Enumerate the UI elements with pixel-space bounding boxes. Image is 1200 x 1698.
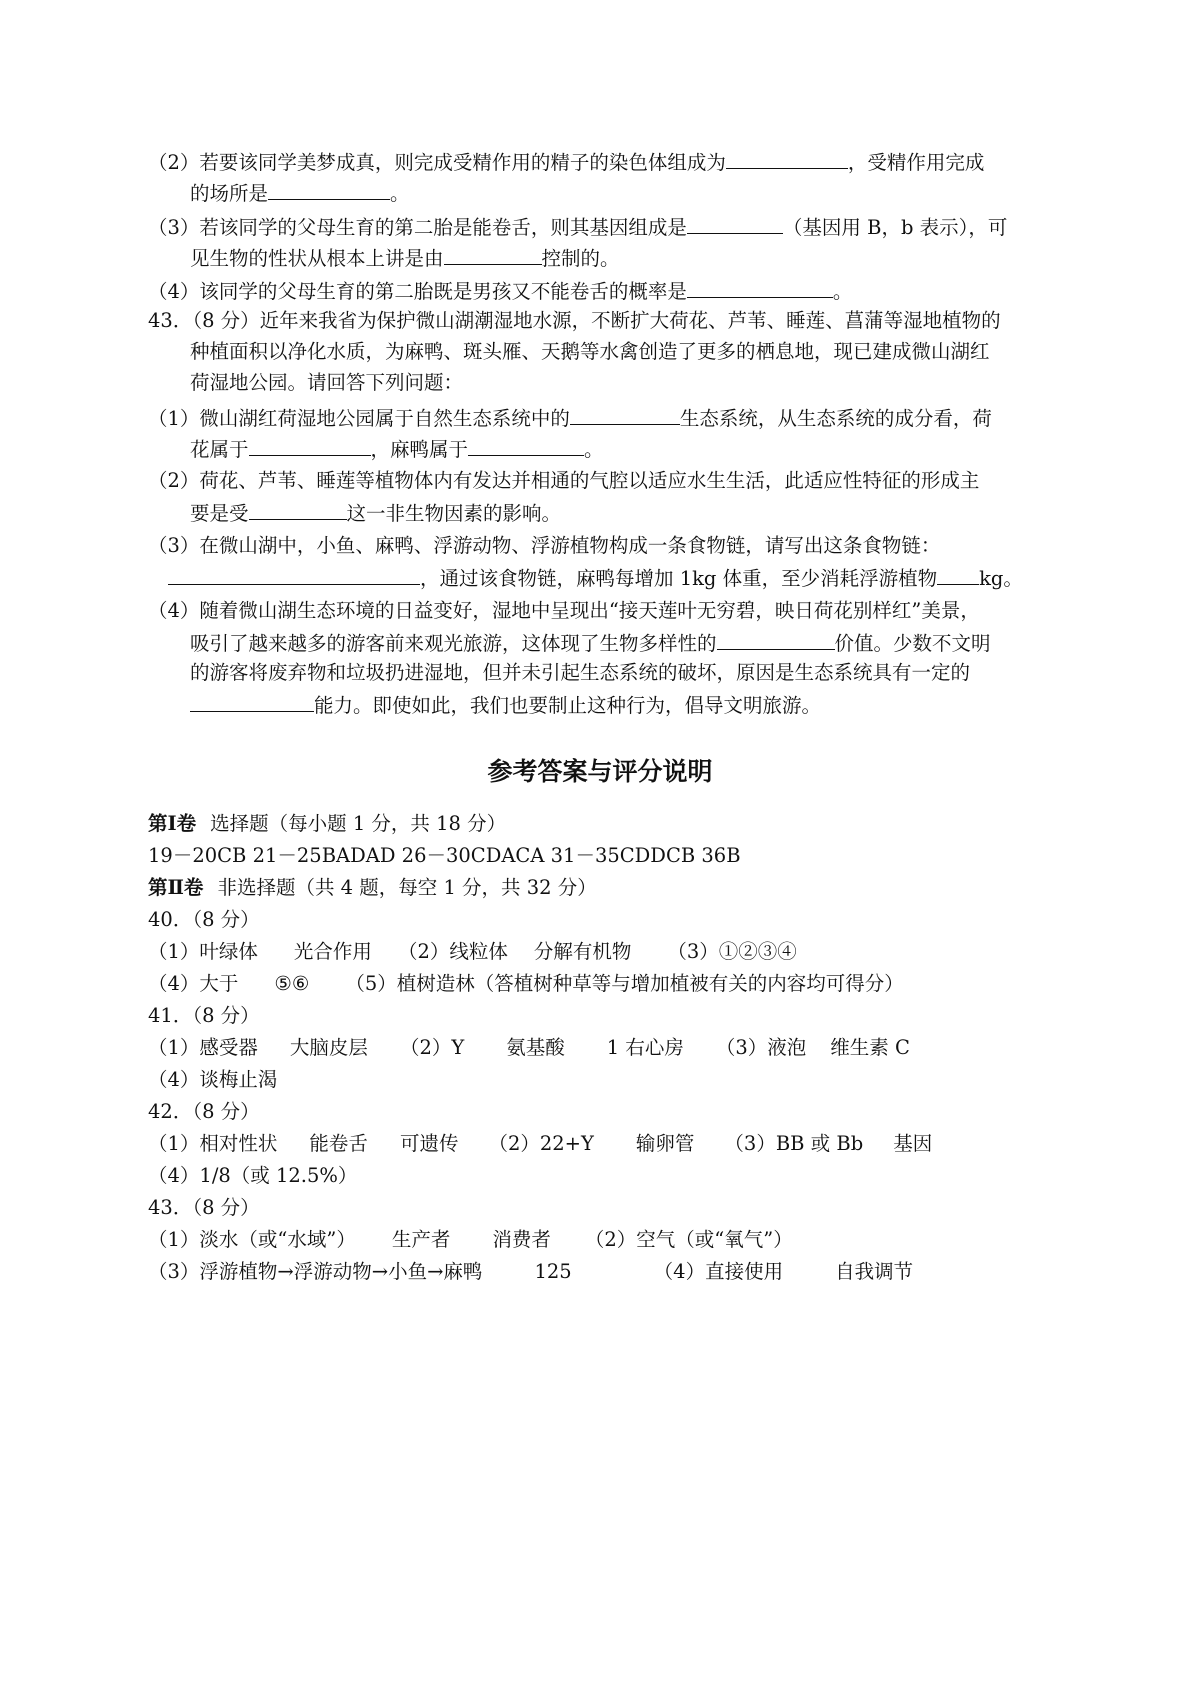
q43-part4-line3: 的游客将废弃物和垃圾扔进湿地，但并未引起生态系统的破坏，原因是生态系统具有一定的 bbox=[190, 661, 971, 684]
q43-part4-line2 bbox=[190, 629, 991, 657]
text: ，通过该食物链，麻鸭每增加 1kg 体重，至少消耗浮游植物 bbox=[420, 567, 938, 590]
a40-header: 40．（8 分） bbox=[148, 908, 260, 931]
text: 能力。即使如此，我们也要制止这种行为，倡导文明旅游。 bbox=[314, 694, 822, 717]
answer-blank bbox=[444, 244, 542, 265]
part2-header bbox=[148, 875, 597, 901]
answer-item: （2）22+Y bbox=[488, 1132, 594, 1155]
answer-item: （1）感受器 bbox=[148, 1036, 258, 1059]
part1-label: 第Ⅰ卷 bbox=[148, 812, 197, 835]
part1-header bbox=[148, 811, 506, 837]
a43-line1 bbox=[148, 1227, 793, 1253]
q43-part4-line1: （4）随着微山湖生态环境的日益变好，湿地中呈现出“接天莲叶无穷碧，映日荷花别样红”美景， bbox=[148, 599, 980, 622]
answer-blank bbox=[687, 213, 783, 234]
answer-blank bbox=[570, 404, 680, 425]
q43-part2-line1: （2）荷花、芦苇、睡莲等植物体内有发达并相通的气腔以适应水生生活，此适应性特征的形成主 bbox=[148, 469, 980, 492]
text: 生态系统，从生态系统的成分看，荷 bbox=[679, 407, 992, 430]
text: （2）若要该同学美梦成真，则完成受精作用的精子的染色体组成为 bbox=[148, 151, 726, 174]
answer-blank bbox=[249, 499, 347, 520]
answer-item: （1）叶绿体 bbox=[148, 940, 258, 963]
answer-blank bbox=[190, 691, 314, 712]
a40-line2 bbox=[148, 971, 904, 997]
answer-item: ⑤⑥ bbox=[274, 972, 310, 995]
part1-answers: 19－20CB 21－25BADAD 26－30CDACA 31－35CDDCB 36B bbox=[148, 844, 741, 867]
answer-blank bbox=[249, 435, 371, 456]
answer-item: 自我调节 bbox=[835, 1260, 914, 1283]
text: 的场所是 bbox=[190, 182, 269, 205]
a42-line1 bbox=[148, 1131, 932, 1157]
answer-key-title: 参考答案与评分说明 bbox=[487, 757, 713, 786]
answer-item: 大脑皮层 bbox=[289, 1036, 368, 1059]
q43-header-line2: 种植面积以净化水质，为麻鸭、斑头雁、天鹅等水禽创造了更多的栖息地，现已建成微山湖红 bbox=[190, 340, 990, 363]
text: ，受精作用完成 bbox=[847, 151, 985, 174]
text: 。 bbox=[832, 280, 853, 303]
a41-line2: （4）谈梅止渴 bbox=[148, 1068, 278, 1091]
q43-part4-line4 bbox=[190, 691, 821, 719]
answer-item: （2）线粒体 bbox=[397, 940, 508, 963]
answer-item: （2）Y bbox=[399, 1036, 465, 1059]
answer-blank bbox=[937, 564, 979, 585]
answer-item: 125 bbox=[534, 1260, 572, 1283]
q42-part4 bbox=[148, 277, 852, 305]
answer-item: 基因 bbox=[893, 1132, 933, 1155]
answer-item: 氨基酸 bbox=[506, 1036, 565, 1059]
q42-part3-line2 bbox=[190, 244, 620, 272]
answer-blank bbox=[726, 148, 848, 169]
a41-header: 41．（8 分） bbox=[148, 1004, 260, 1027]
answer-blank bbox=[468, 435, 584, 456]
q43-part2-line2 bbox=[190, 499, 561, 527]
q42-part2-line2 bbox=[190, 179, 410, 207]
text: 花属于 bbox=[190, 438, 249, 461]
answer-item: （4）大于 bbox=[148, 972, 239, 995]
answer-item: （1）淡水（或“水域”） bbox=[148, 1228, 356, 1251]
q43-part1-line2 bbox=[190, 435, 604, 463]
text: （3）若该同学的父母生育的第二胎是能卷舌，则其基因组成是 bbox=[148, 216, 687, 239]
text: 。 bbox=[584, 438, 604, 461]
answer-item: （3）浮游植物→浮游动物→小鱼→麻鸭 bbox=[148, 1260, 483, 1283]
text: 。 bbox=[390, 182, 410, 205]
q43-header-line1: 43．（8 分）近年来我省为保护微山湖潮湿地水源，不断扩大荷花、芦苇、睡莲、菖蒲等湿地植物的 bbox=[148, 309, 1001, 332]
answer-blank bbox=[168, 564, 420, 585]
text: ，麻鸭属于 bbox=[370, 438, 469, 461]
answer-item: 消费者 bbox=[492, 1228, 551, 1251]
answer-item: 可遗传 bbox=[399, 1132, 459, 1155]
answer-item: （1）相对性状 bbox=[148, 1132, 278, 1155]
answer-item: （3）液泡 bbox=[715, 1036, 807, 1059]
q43-part3-line2 bbox=[168, 564, 1023, 592]
text: 这一非生物因素的影响。 bbox=[346, 502, 562, 525]
a41-line1 bbox=[148, 1035, 910, 1061]
part2-desc: 非选择题（共 4 题，每空 1 分，共 32 分） bbox=[217, 876, 597, 899]
a43-line2 bbox=[148, 1259, 913, 1285]
q42-part3-line1 bbox=[148, 213, 1007, 241]
answer-item: 生产者 bbox=[391, 1228, 451, 1251]
a40-line1 bbox=[148, 939, 797, 965]
text: （基因用 B，b 表示），可 bbox=[782, 216, 1008, 239]
answer-item: 1 右心房 bbox=[606, 1036, 684, 1059]
answer-item: 维生素 C bbox=[830, 1036, 910, 1059]
text: 价值。少数不文明 bbox=[834, 632, 991, 655]
answer-item: （5）植树造林（答植树种草等与增加植被有关的内容均可得分） bbox=[345, 972, 904, 995]
a42-header: 42．（8 分） bbox=[148, 1100, 260, 1123]
text: 吸引了越来越多的游客前来观光旅游，这体现了生物多样性的 bbox=[190, 632, 717, 655]
text: （4）该同学的父母生育的第二胎既是男孩又不能卷舌的概率是 bbox=[148, 280, 687, 303]
text: 控制的。 bbox=[541, 247, 620, 270]
answer-item: （2）空气（或“氧气”） bbox=[584, 1228, 793, 1251]
a42-line2: （4）1/8（或 12.5%） bbox=[148, 1164, 358, 1187]
q43-header-line3: 荷湿地公园。请回答下列问题： bbox=[190, 371, 464, 394]
answer-item: （3）BB 或 Bb bbox=[724, 1132, 864, 1155]
q43-part3-line1: （3）在微山湖中，小鱼、麻鸭、浮游动物、浮游植物构成一条食物链，请写出这条食物链： bbox=[148, 534, 941, 557]
part2-label: 第Ⅱ卷 bbox=[148, 876, 204, 899]
answer-item: 光合作用 bbox=[293, 940, 372, 963]
answer-blank bbox=[687, 277, 833, 298]
answer-item: （4）直接使用 bbox=[653, 1260, 784, 1283]
answer-item: 能卷舌 bbox=[309, 1132, 368, 1155]
text: （1）微山湖红荷湿地公园属于自然生态系统中的 bbox=[148, 407, 570, 430]
answer-item: 输卵管 bbox=[635, 1132, 695, 1155]
text: 见生物的性状从根本上讲是由 bbox=[190, 247, 444, 270]
text: kg。 bbox=[979, 567, 1023, 590]
q43-part1-line1 bbox=[148, 404, 992, 432]
part1-desc: 选择题（每小题 1 分，共 18 分） bbox=[210, 812, 507, 835]
answer-blank bbox=[717, 629, 835, 650]
answer-item: 分解有机物 bbox=[533, 940, 632, 963]
text: 要是受 bbox=[190, 502, 249, 525]
answer-item: （3）①②③④ bbox=[667, 940, 797, 963]
answer-blank bbox=[268, 179, 390, 200]
q42-part2-line1 bbox=[148, 148, 984, 176]
a43-header: 43．（8 分） bbox=[148, 1196, 260, 1219]
